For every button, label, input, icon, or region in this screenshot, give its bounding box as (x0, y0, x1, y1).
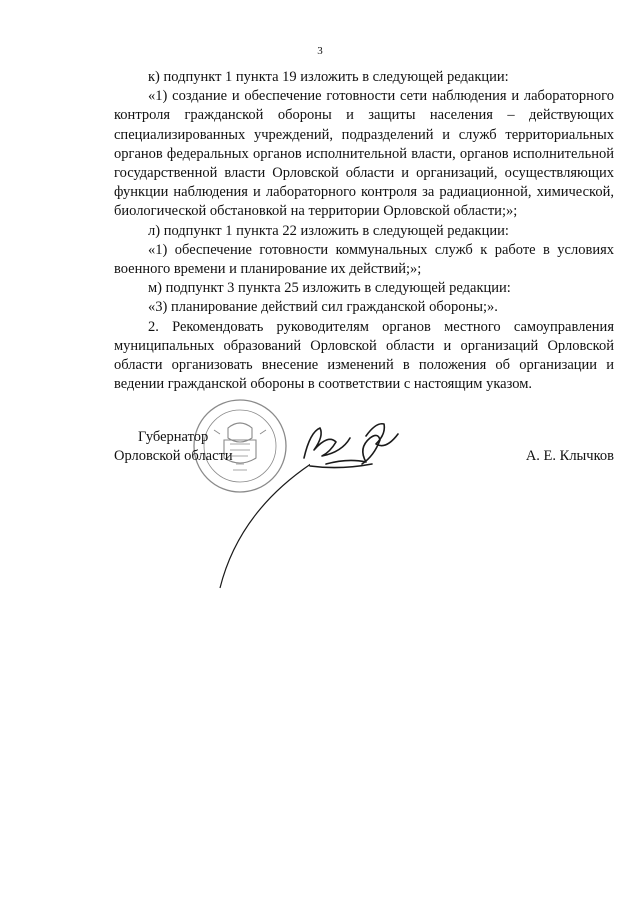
paragraph-m-quote: «3) планирование действий сил гражданской обороны;». (148, 299, 498, 316)
paragraph-2: 2. Рекомендовать руководителям органов местного самоуправления муниципальных образований Орловской области и организаций Орловской области организовать внесение изменений в положения об организации и ведении гражданской обороны в соответствии с настоящим указом. (114, 318, 614, 393)
paragraph-k-quote: «1) создание и обеспечение готовности сети наблюдения и лабораторного контроля гражданской обороны и защиты населения – действующих специализированных учреждений, подразделений и служб территориальных органов федеральных органов исполнительной власти, органов исполнительной государственной власти Орловской области и организаций, осуществляющих функции наблюдения и лабораторного контроля за радиационной, химической, биологической обстановкой на территории Орловской области;»; (114, 88, 614, 220)
signature-title: Губернатор (138, 429, 209, 445)
page-number: 3 (317, 45, 323, 57)
signature-region: Орловской области (114, 448, 233, 464)
paragraph-m: м) подпункт 3 пункта 25 изложить в следующей редакции: (148, 280, 511, 297)
handwritten-signature-icon (296, 418, 406, 478)
signatory-name: А. Е. Клычков (525, 448, 614, 464)
paragraph-k: к) подпункт 1 пункта 19 изложить в следующей редакции: (148, 69, 509, 85)
paragraph-l-quote: «1) обеспечение готовности коммунальных служб к работе в условиях военного времени и планирование их действий;»; (114, 241, 614, 278)
paragraph-l: л) подпункт 1 пункта 22 изложить в следующей редакции: (148, 222, 509, 239)
document-body (114, 68, 614, 394)
